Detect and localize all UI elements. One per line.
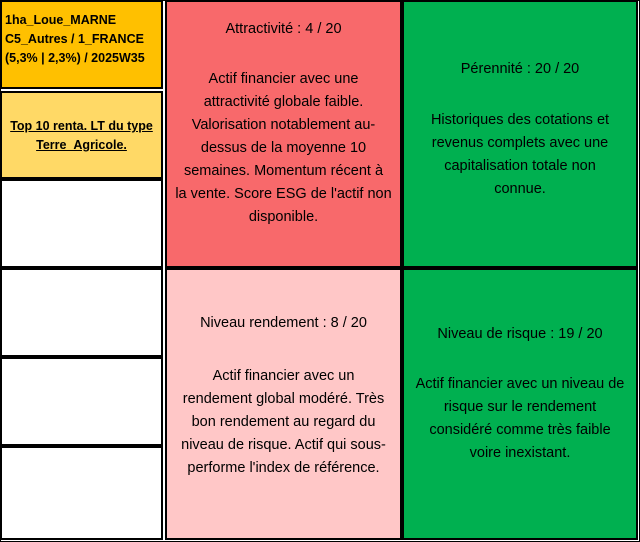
- perennite-title: Pérennité : 20 / 20: [460, 61, 580, 77]
- empty-cell-3: [0, 357, 163, 446]
- asset-category-country: C5_Autres / 1_FRANCE: [5, 32, 144, 46]
- risque-line: risque sur le rendement: [443, 399, 597, 415]
- empty-cell-4: [0, 446, 163, 540]
- risque-line: voire inexistant.: [469, 445, 571, 461]
- asset-identity-cell: [0, 0, 163, 89]
- perennite-line: connue.: [494, 181, 546, 197]
- attractivite-line: la vente. Score ESG de l'actif non: [175, 186, 392, 202]
- empty-cell-2: [0, 268, 163, 357]
- rendement-line: rendement global modéré. Très: [182, 391, 385, 407]
- attractivite-panel: [165, 0, 402, 268]
- attractivite-line: dessus de la moyenne 10: [200, 140, 367, 156]
- rendement-title: Niveau rendement : 8 / 20: [200, 315, 367, 331]
- perennite-description: [406, 109, 634, 201]
- rendement-line: performe l'index de référence.: [187, 460, 380, 476]
- risque-line: Actif financier avec un niveau de: [415, 376, 625, 392]
- rendement-line: niveau de risque. Actif qui sous-: [181, 437, 386, 453]
- attractivite-title: Attractivité : 4 / 20: [225, 21, 342, 37]
- risque-title: Niveau de risque : 19 / 20: [437, 326, 603, 342]
- rendement-line: Actif financier avec un: [212, 368, 355, 384]
- perennite-line: Historiques des cotations et: [430, 112, 610, 128]
- attractivite-line: disponible.: [248, 209, 319, 225]
- attractivite-line: semaines. Momentum récent à: [183, 163, 384, 179]
- asset-rates-period: (5,3% | 2,3%) / 2025W35: [5, 51, 145, 65]
- attractivite-line: Actif financier avec une: [208, 71, 359, 87]
- rendement-panel: [165, 268, 402, 540]
- perennite-panel: [402, 0, 638, 268]
- perennite-line: revenus complets avec une: [431, 135, 609, 151]
- risque-panel: [402, 268, 638, 540]
- ranking-line-2: Terre_Agricole.: [36, 138, 127, 152]
- perennite-line: capitalisation totale non: [444, 158, 596, 174]
- rendement-line: bon rendement au regard du: [191, 414, 376, 430]
- attractivite-line: attractivité globale faible.: [203, 94, 364, 110]
- ranking-line-1: Top 10 renta. LT du type: [10, 119, 153, 133]
- attractivite-description: [169, 68, 398, 229]
- risque-line: considéré comme très faible: [429, 422, 611, 438]
- risque-description: [406, 373, 634, 465]
- empty-cell-1: [0, 179, 163, 268]
- rendement-description: [169, 365, 398, 480]
- asset-name: 1ha_Loue_MARNE: [5, 13, 117, 27]
- attractivite-line: Valorisation notablement au-: [191, 117, 376, 133]
- ranking-cell: [0, 91, 163, 179]
